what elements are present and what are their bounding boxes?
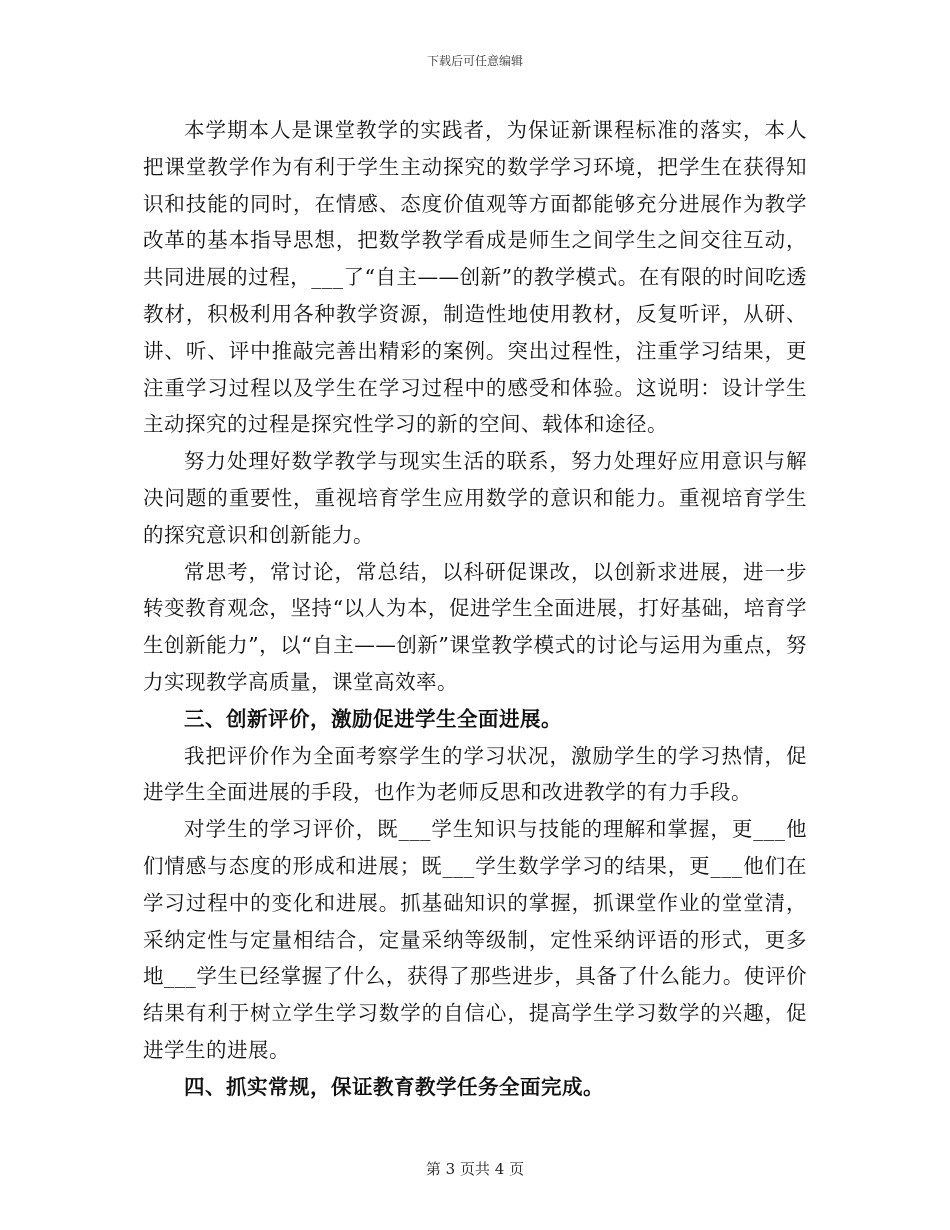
paragraph-classroom-practice: 本学期本人是课堂教学的实践者，为保证新课程标准的落实，本人把课堂教学作为有利于学生主动探究的数学学习环境，把学生在获得知识和技能的同时，在情感、态度价值观等方面都能够充分进展作为教学改革的基本指导思想，把数学教学看成是师生之间学生之间交往互动，共同进展的过程，___了“自主——创新”的教学模式。在有限的时间吃透教材，积极利用各种教学资源，制造性地使用教材，反复听评，从研、讲、听、评中推敲完善出精彩的案例。突出过程性，注重学习结果，更注重学习过程以及学生在学习过程中的感受和体验。这说明：设计学生主动探究的过程是探究性学习的新的空间、载体和途径。 <box>143 118 807 437</box>
section-heading-routine-work: 四、抓实常规，保证教育教学任务全面完成。 <box>184 1074 604 1099</box>
page-header: 下载后可任意编辑 <box>426 54 523 68</box>
paragraph-evaluation-method: 对学生的学习评价，既___学生知识与技能的理解和掌握，更___他们情感与态度的形成和进展；既___学生数学学习的结果，更___他们在学习过程中的变化和进展。抓基础知识的掌握，抓课堂作业的堂堂清，采纳定性与定量相结合，定量采纳等级制，定性采纳评语的形式，更多地___学生已经掌握了什么，获得了那些进步，具备了什么能力。使评价结果有利于树立学生学习数学的自信心，提高学生学习数学的兴趣，促进学生的进展。 <box>143 817 807 1062</box>
section-heading-innovative-evaluation: 三、创新评价，激励促进学生全面进展。 <box>184 706 562 731</box>
paragraph-reflection: 常思考，常讨论，常总结，以科研促课改，以创新求进展，进一步转变教育观念，坚持“以人为本，促进学生全面进展，打好基础，培育学生创新能力”，以“自主——创新”课堂教学模式的讨论与运用为重点，努力实现教学高质量，课堂高效率。 <box>143 559 807 694</box>
document-body <box>143 112 807 1106</box>
paragraph-real-life-connection: 努力处理好数学教学与现实生活的联系，努力处理好应用意识与解决问题的重要性，重视培育学生应用数学的意识和能力。重视培育学生的探究意识和创新能力。 <box>143 449 807 547</box>
page-number: 第 3 页共 4 页 <box>425 1160 525 1178</box>
paragraph-evaluation-purpose: 我把评价作为全面考察学生的学习状况，激励学生的学习热情，促进学生全面进展的手段，也作为老师反思和改进教学的有力手段。 <box>143 743 807 805</box>
